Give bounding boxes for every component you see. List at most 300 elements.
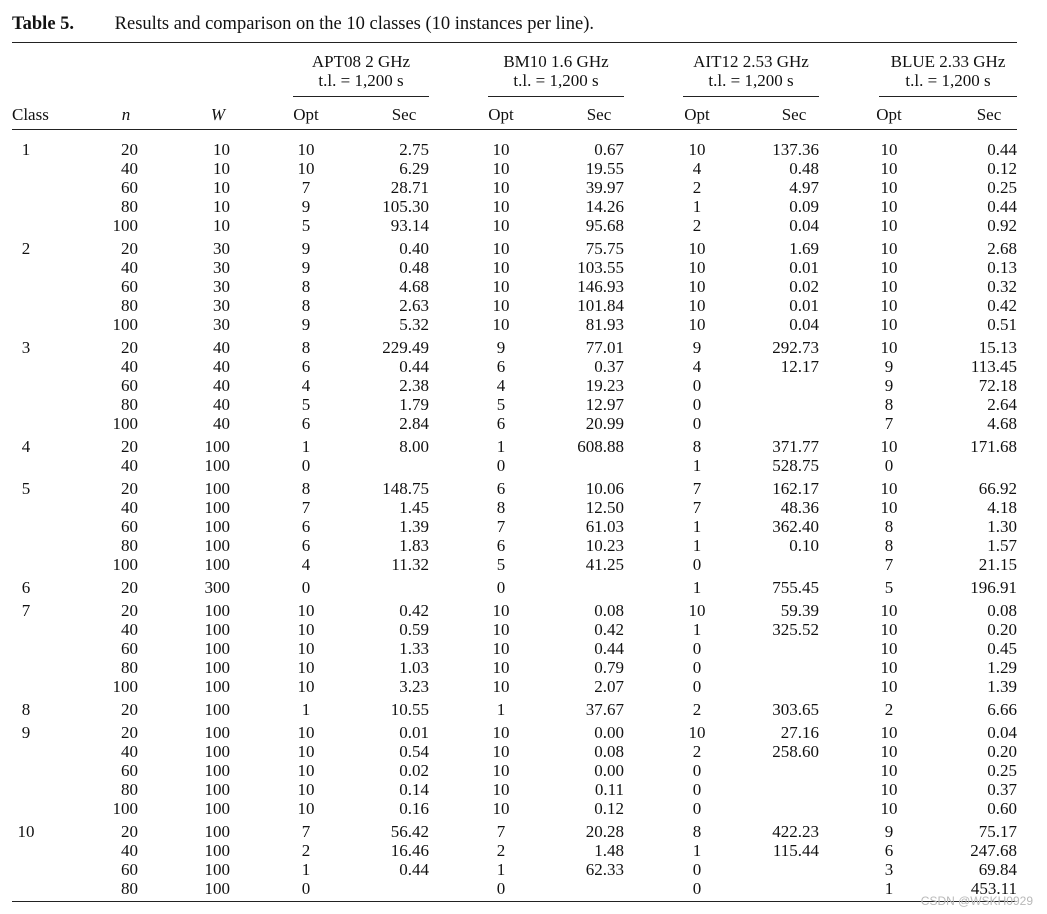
cell-opt: 10 — [492, 658, 510, 677]
cell-w: 100 — [204, 498, 230, 517]
cell-sec: 28.71 — [390, 178, 429, 197]
cell-sec: 115.44 — [772, 841, 819, 860]
cell-opt: 7 — [496, 517, 506, 536]
cell-class: 2 — [21, 239, 31, 258]
cell-opt: 10 — [297, 140, 315, 159]
cell-sec: 1.83 — [399, 536, 429, 555]
cell-opt: 10 — [880, 677, 898, 696]
table-caption — [12, 14, 594, 35]
cell-opt: 10 — [492, 140, 510, 159]
cell-sec: 2.75 — [399, 140, 429, 159]
cell-sec: 0.79 — [594, 658, 624, 677]
cell-opt: 1 — [884, 879, 894, 898]
cell-opt: 0 — [692, 555, 702, 574]
cell-opt: 0 — [301, 578, 311, 597]
cell-sec: 0.02 — [789, 277, 819, 296]
cell-opt: 10 — [880, 780, 898, 799]
cell-sec: 66.92 — [978, 479, 1017, 498]
cell-opt: 8 — [301, 338, 311, 357]
cell-opt: 7 — [496, 822, 506, 841]
cell-opt: 4 — [301, 555, 311, 574]
cell-sec: 12.97 — [585, 395, 624, 414]
cell-sec: 41.25 — [585, 555, 624, 574]
cell-sec: 2.07 — [594, 677, 624, 696]
cell-w: 10 — [213, 159, 230, 178]
cell-opt: 4 — [496, 376, 506, 395]
cell-opt: 5 — [301, 216, 311, 235]
cell-sec: 0.25 — [987, 178, 1017, 197]
cell-sec: 1.39 — [987, 677, 1017, 696]
cell-sec: 1.45 — [399, 498, 429, 517]
cell-sec: 10.06 — [585, 479, 624, 498]
cell-opt: 6 — [301, 414, 311, 433]
cell-opt: 0 — [692, 414, 702, 433]
cell-class: 8 — [21, 700, 31, 719]
cell-opt: 9 — [301, 258, 311, 277]
cell-sec: 0.44 — [399, 860, 429, 879]
cell-w: 100 — [204, 799, 230, 818]
cell-opt: 10 — [492, 159, 510, 178]
cell-sec: 0.01 — [789, 296, 819, 315]
cell-class: 7 — [21, 601, 31, 620]
cell-opt: 1 — [692, 536, 702, 555]
cell-sec: 3.23 — [399, 677, 429, 696]
cell-opt: 1 — [301, 437, 311, 456]
cell-sec: 0.01 — [399, 723, 429, 742]
cell-sec: 4.97 — [789, 178, 819, 197]
cell-opt: 10 — [880, 239, 898, 258]
cell-sec: 258.60 — [772, 742, 819, 761]
cell-sec: 0.16 — [399, 799, 429, 818]
cell-sec: 1.30 — [987, 517, 1017, 536]
cell-w: 10 — [213, 216, 230, 235]
cell-sec: 4.68 — [399, 277, 429, 296]
cell-opt: 10 — [297, 620, 315, 639]
cell-n: 60 — [121, 376, 138, 395]
cell-opt: 1 — [692, 456, 702, 475]
cell-opt: 0 — [692, 761, 702, 780]
cell-class: 10 — [17, 822, 35, 841]
cell-sec: 27.16 — [780, 723, 819, 742]
cell-n: 40 — [121, 357, 138, 376]
cell-opt: 10 — [492, 723, 510, 742]
group-limit: t.l. = 1,200 s — [513, 71, 599, 90]
cell-opt: 10 — [880, 658, 898, 677]
cell-opt: 10 — [688, 296, 706, 315]
cell-opt: 10 — [688, 258, 706, 277]
cell-opt: 10 — [880, 620, 898, 639]
cell-sec: 247.68 — [970, 841, 1017, 860]
cell-w: 30 — [213, 277, 230, 296]
cell-opt: 0 — [301, 879, 311, 898]
cell-opt: 10 — [880, 639, 898, 658]
cell-opt: 5 — [301, 395, 311, 414]
cell-sec: 0.44 — [987, 140, 1017, 159]
cell-opt: 8 — [301, 277, 311, 296]
cell-opt: 10 — [880, 216, 898, 235]
cell-sec: 0.00 — [594, 723, 624, 742]
cell-sec: 113.45 — [970, 357, 1017, 376]
cell-class: 3 — [21, 338, 31, 357]
cell-opt: 1 — [496, 860, 506, 879]
group-name: AIT12 2.53 GHz — [693, 52, 809, 71]
cell-opt: 10 — [492, 239, 510, 258]
cell-opt: 7 — [884, 414, 894, 433]
cell-sec: 0.59 — [399, 620, 429, 639]
cell-sec: 0.08 — [594, 601, 624, 620]
cell-sec: 59.39 — [780, 601, 819, 620]
cell-sec: 0.04 — [789, 315, 819, 334]
group-name: BLUE 2.33 GHz — [890, 52, 1006, 71]
cell-opt: 4 — [301, 376, 311, 395]
cell-sec: 77.01 — [585, 338, 624, 357]
cell-sec: 0.13 — [987, 258, 1017, 277]
cell-class: 5 — [21, 479, 31, 498]
cell-opt: 1 — [692, 578, 702, 597]
cell-w: 100 — [204, 658, 230, 677]
cell-sec: 75.75 — [585, 239, 624, 258]
cell-sec: 1.79 — [399, 395, 429, 414]
cell-opt: 10 — [688, 239, 706, 258]
cell-opt: 1 — [301, 860, 311, 879]
cell-sec: 0.51 — [987, 315, 1017, 334]
cell-opt: 6 — [301, 517, 311, 536]
cell-opt: 8 — [884, 536, 894, 555]
cell-opt: 10 — [297, 799, 315, 818]
cell-opt: 5 — [496, 395, 506, 414]
cell-opt: 10 — [880, 338, 898, 357]
cell-sec: 0.60 — [987, 799, 1017, 818]
cell-n: 80 — [121, 395, 138, 414]
cell-sec: 5.32 — [399, 315, 429, 334]
cell-w: 10 — [213, 178, 230, 197]
cell-sec: 608.88 — [577, 437, 624, 456]
cell-w: 10 — [213, 197, 230, 216]
header-sec: Sec — [586, 105, 612, 124]
cell-opt: 10 — [688, 277, 706, 296]
bottom-rule — [12, 901, 1017, 902]
cell-opt: 5 — [496, 555, 506, 574]
cell-w: 100 — [204, 822, 230, 841]
cell-opt: 6 — [496, 479, 506, 498]
cell-w: 100 — [204, 639, 230, 658]
cell-n: 80 — [121, 536, 138, 555]
cell-w: 100 — [204, 723, 230, 742]
cell-w: 40 — [213, 414, 230, 433]
cell-sec: 2.63 — [399, 296, 429, 315]
cell-sec: 1.57 — [987, 536, 1017, 555]
cell-sec: 0.11 — [594, 780, 624, 799]
cell-sec: 0.42 — [594, 620, 624, 639]
cell-opt: 10 — [880, 277, 898, 296]
cell-opt: 10 — [492, 277, 510, 296]
cell-opt: 7 — [301, 178, 311, 197]
cell-w: 100 — [204, 555, 230, 574]
cell-sec: 1.39 — [399, 517, 429, 536]
cell-opt: 6 — [884, 841, 894, 860]
header-sec: Sec — [391, 105, 417, 124]
cell-n: 40 — [121, 159, 138, 178]
cell-opt: 8 — [692, 437, 702, 456]
cell-opt: 10 — [492, 639, 510, 658]
cell-opt: 10 — [492, 258, 510, 277]
header-n: n — [121, 105, 131, 124]
cell-opt: 10 — [492, 601, 510, 620]
cell-class: 6 — [21, 578, 31, 597]
cell-sec: 10.23 — [585, 536, 624, 555]
cell-opt: 10 — [880, 761, 898, 780]
cell-n: 20 — [121, 601, 138, 620]
cell-opt: 6 — [496, 414, 506, 433]
cell-sec: 95.68 — [585, 216, 624, 235]
cell-sec: 81.93 — [585, 315, 624, 334]
cell-w: 300 — [204, 578, 230, 597]
cell-sec: 12.50 — [585, 498, 624, 517]
group-name: BM10 1.6 GHz — [503, 52, 609, 71]
cell-w: 100 — [204, 479, 230, 498]
cell-w: 40 — [213, 376, 230, 395]
cell-opt: 9 — [301, 315, 311, 334]
cell-opt: 0 — [496, 578, 506, 597]
cell-opt: 10 — [492, 216, 510, 235]
cell-sec: 453.11 — [970, 879, 1017, 898]
cell-opt: 8 — [301, 479, 311, 498]
top-rule — [12, 42, 1017, 43]
cell-opt: 2 — [884, 700, 894, 719]
cell-sec: 2.68 — [987, 239, 1017, 258]
cell-sec: 12.17 — [780, 357, 819, 376]
cell-sec: 0.20 — [987, 620, 1017, 639]
cell-n: 80 — [121, 658, 138, 677]
cell-opt: 10 — [880, 437, 898, 456]
cell-n: 80 — [121, 879, 138, 898]
cell-opt: 0 — [692, 879, 702, 898]
cell-n: 40 — [121, 841, 138, 860]
cell-opt: 10 — [492, 761, 510, 780]
cell-opt: 10 — [492, 620, 510, 639]
cell-sec: 75.17 — [978, 822, 1017, 841]
cell-opt: 10 — [880, 197, 898, 216]
cell-sec: 0.37 — [987, 780, 1017, 799]
cell-opt: 0 — [692, 780, 702, 799]
cell-sec: 14.26 — [585, 197, 624, 216]
header-class: Class — [12, 105, 49, 124]
cell-opt: 1 — [301, 700, 311, 719]
cell-opt: 9 — [692, 338, 702, 357]
cell-n: 20 — [121, 140, 138, 159]
cell-opt: 4 — [692, 159, 702, 178]
header-opt: Opt — [488, 105, 514, 124]
cell-sec: 0.67 — [594, 140, 624, 159]
cell-opt: 10 — [297, 677, 315, 696]
cell-sec: 0.20 — [987, 742, 1017, 761]
cell-opt: 10 — [880, 315, 898, 334]
cell-w: 100 — [204, 742, 230, 761]
cell-sec: 0.08 — [987, 601, 1017, 620]
cell-n: 100 — [112, 414, 138, 433]
cell-n: 20 — [121, 338, 138, 357]
cell-w: 100 — [204, 437, 230, 456]
cell-w: 100 — [204, 677, 230, 696]
cell-sec: 0.10 — [789, 536, 819, 555]
header-sec: Sec — [976, 105, 1002, 124]
cell-sec: 6.66 — [987, 700, 1017, 719]
cell-sec: 528.75 — [772, 456, 819, 475]
group-limit: t.l. = 1,200 s — [905, 71, 991, 90]
cell-opt: 10 — [880, 296, 898, 315]
cell-n: 20 — [121, 437, 138, 456]
cell-sec: 1.33 — [399, 639, 429, 658]
cell-sec: 16.46 — [390, 841, 429, 860]
cell-sec: 48.36 — [780, 498, 819, 517]
cell-sec: 0.12 — [987, 159, 1017, 178]
cell-sec: 229.49 — [382, 338, 429, 357]
cell-opt: 1 — [692, 620, 702, 639]
table-label: Table 5. — [12, 14, 75, 34]
cell-n: 100 — [112, 677, 138, 696]
cell-opt: 0 — [692, 395, 702, 414]
cell-opt: 10 — [880, 159, 898, 178]
cell-opt: 10 — [492, 780, 510, 799]
results-table — [12, 42, 1017, 904]
cell-class: 9 — [21, 723, 31, 742]
cell-sec: 292.73 — [772, 338, 819, 357]
cell-sec: 105.30 — [382, 197, 429, 216]
cell-opt: 6 — [496, 536, 506, 555]
cell-opt: 7 — [692, 479, 702, 498]
group-rule — [879, 96, 1017, 97]
cell-sec: 1.69 — [789, 239, 819, 258]
cell-n: 100 — [112, 799, 138, 818]
cell-sec: 20.99 — [585, 414, 624, 433]
cell-opt: 5 — [884, 578, 894, 597]
group-limit: t.l. = 1,200 s — [708, 71, 794, 90]
cell-opt: 0 — [496, 879, 506, 898]
cell-opt: 2 — [692, 700, 702, 719]
cell-sec: 0.04 — [789, 216, 819, 235]
table-caption-text: Results and comparison on the 10 classes (10 instances per line). — [114, 14, 595, 34]
cell-sec: 0.04 — [987, 723, 1017, 742]
cell-w: 100 — [204, 620, 230, 639]
cell-opt: 8 — [884, 517, 894, 536]
cell-n: 20 — [121, 700, 138, 719]
cell-w: 40 — [213, 357, 230, 376]
cell-sec: 137.36 — [772, 140, 819, 159]
cell-opt: 10 — [492, 296, 510, 315]
cell-sec: 15.13 — [978, 338, 1017, 357]
cell-w: 100 — [204, 517, 230, 536]
cell-w: 30 — [213, 258, 230, 277]
cell-n: 60 — [121, 639, 138, 658]
cell-n: 20 — [121, 578, 138, 597]
group-name: APT08 2 GHz — [311, 52, 411, 71]
cell-opt: 10 — [297, 159, 315, 178]
cell-opt: 10 — [880, 140, 898, 159]
cell-opt: 10 — [880, 498, 898, 517]
cell-opt: 0 — [496, 456, 506, 475]
cell-opt: 2 — [301, 841, 311, 860]
cell-opt: 10 — [492, 315, 510, 334]
cell-opt: 10 — [492, 799, 510, 818]
cell-sec: 0.12 — [594, 799, 624, 818]
group-rule — [488, 96, 624, 97]
cell-opt: 10 — [297, 723, 315, 742]
cell-class: 1 — [21, 140, 31, 159]
cell-opt: 10 — [297, 639, 315, 658]
cell-sec: 103.55 — [577, 258, 624, 277]
cell-opt: 10 — [492, 178, 510, 197]
cell-sec: 325.52 — [772, 620, 819, 639]
cell-sec: 362.40 — [772, 517, 819, 536]
cell-sec: 4.68 — [987, 414, 1017, 433]
cell-sec: 19.23 — [585, 376, 624, 395]
cell-sec: 0.37 — [594, 357, 624, 376]
cell-sec: 0.40 — [399, 239, 429, 258]
cell-n: 40 — [121, 456, 138, 475]
cell-sec: 10.55 — [390, 700, 429, 719]
cell-opt: 10 — [297, 742, 315, 761]
cell-w: 100 — [204, 456, 230, 475]
cell-opt: 6 — [496, 357, 506, 376]
cell-opt: 0 — [692, 677, 702, 696]
cell-opt: 8 — [496, 498, 506, 517]
cell-opt: 7 — [884, 555, 894, 574]
cell-opt: 2 — [692, 178, 702, 197]
cell-opt: 8 — [884, 395, 894, 414]
cell-opt: 0 — [692, 860, 702, 879]
cell-sec: 0.32 — [987, 277, 1017, 296]
cell-sec: 69.84 — [978, 860, 1017, 879]
cell-opt: 9 — [884, 822, 894, 841]
cell-sec: 0.48 — [399, 258, 429, 277]
cell-n: 80 — [121, 197, 138, 216]
cell-n: 60 — [121, 860, 138, 879]
cell-opt: 10 — [880, 723, 898, 742]
cell-w: 100 — [204, 700, 230, 719]
cell-sec: 162.17 — [772, 479, 819, 498]
cell-opt: 8 — [692, 822, 702, 841]
cell-w: 10 — [213, 140, 230, 159]
cell-opt: 10 — [688, 601, 706, 620]
cell-opt: 0 — [692, 658, 702, 677]
cell-n: 20 — [121, 239, 138, 258]
cell-n: 60 — [121, 517, 138, 536]
cell-opt: 9 — [301, 197, 311, 216]
header-opt: Opt — [876, 105, 902, 124]
cell-sec: 61.03 — [585, 517, 624, 536]
cell-opt: 4 — [692, 357, 702, 376]
cell-sec: 146.93 — [577, 277, 624, 296]
cell-opt: 1 — [496, 437, 506, 456]
cell-opt: 10 — [297, 658, 315, 677]
cell-sec: 0.09 — [789, 197, 819, 216]
cell-opt: 0 — [692, 799, 702, 818]
cell-opt: 1 — [496, 700, 506, 719]
cell-sec: 2.64 — [987, 395, 1017, 414]
cell-sec: 0.45 — [987, 639, 1017, 658]
cell-n: 100 — [112, 216, 138, 235]
cell-w: 100 — [204, 879, 230, 898]
cell-sec: 196.91 — [970, 578, 1017, 597]
cell-class: 4 — [21, 437, 31, 456]
cell-sec: 0.44 — [594, 639, 624, 658]
cell-n: 100 — [112, 315, 138, 334]
cell-w: 40 — [213, 338, 230, 357]
cell-opt: 1 — [692, 197, 702, 216]
cell-n: 40 — [121, 258, 138, 277]
cell-w: 30 — [213, 239, 230, 258]
group-limit: t.l. = 1,200 s — [318, 71, 404, 90]
